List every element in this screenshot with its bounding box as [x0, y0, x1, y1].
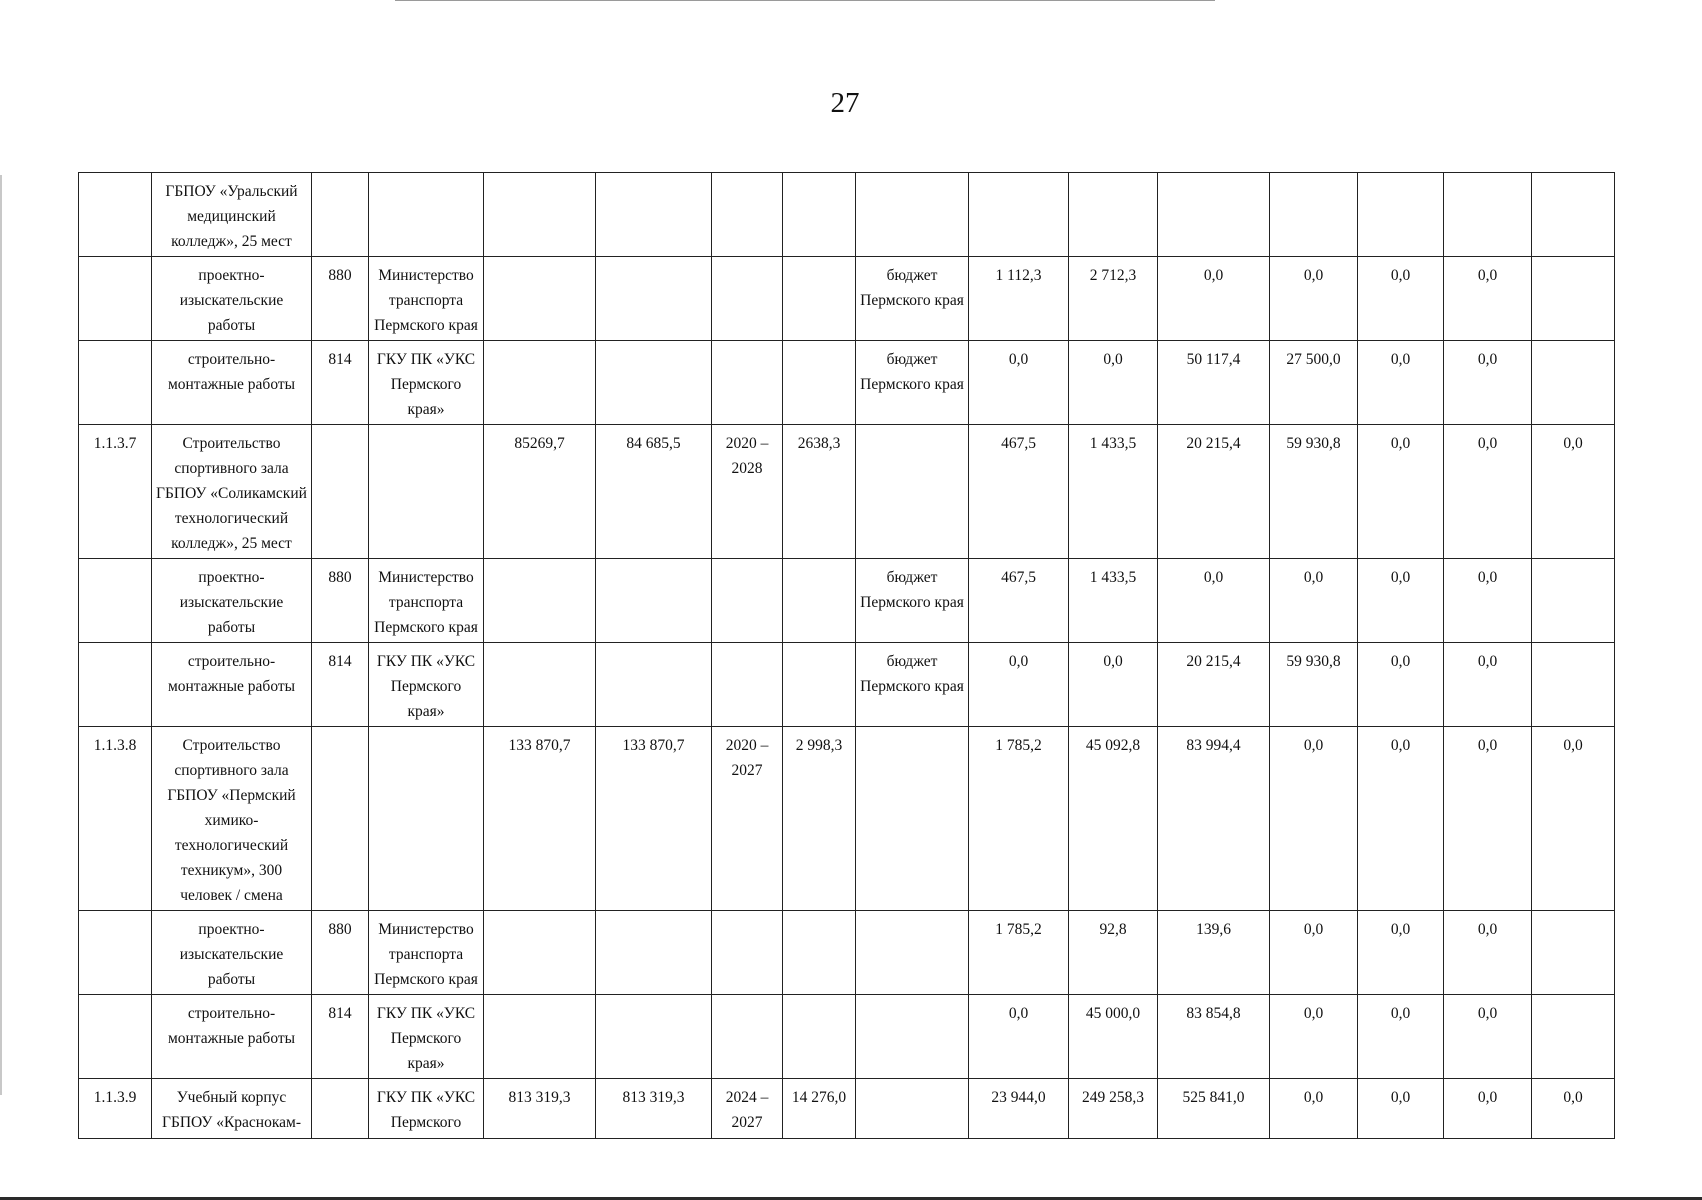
cell-item-number	[79, 643, 152, 727]
cell-year-7	[1532, 341, 1615, 425]
cell-year-5: 0,0	[1358, 643, 1444, 727]
cell-grbs: ГКУ ПК «УКС Пермского края»	[369, 341, 484, 425]
cell-capacity: 14 276,0	[783, 1079, 856, 1139]
cell-year-3: 0,0	[1158, 257, 1270, 341]
cell-year-5: 0,0	[1358, 559, 1444, 643]
cell-cost-total	[484, 257, 596, 341]
cell-capacity	[783, 643, 856, 727]
cell-code	[312, 1079, 369, 1139]
cell-year-2: 0,0	[1069, 341, 1158, 425]
cell-year-6: 0,0	[1444, 257, 1532, 341]
cell-code: 880	[312, 559, 369, 643]
cell-code: 880	[312, 257, 369, 341]
cell-year-7	[1532, 995, 1615, 1079]
cell-year-5: 0,0	[1358, 995, 1444, 1079]
cell-year-2: 45 000,0	[1069, 995, 1158, 1079]
cell-year-2: 249 258,3	[1069, 1079, 1158, 1139]
cell-capacity	[783, 341, 856, 425]
cell-cost-total	[484, 995, 596, 1079]
cell-funding-source	[856, 425, 969, 559]
cell-year-5	[1358, 173, 1444, 257]
cell-code	[312, 173, 369, 257]
cell-code: 814	[312, 643, 369, 727]
cell-grbs	[369, 425, 484, 559]
cell-grbs: Министерство транспорта Пермского края	[369, 257, 484, 341]
cell-funding-source: бюджет Пермского края	[856, 257, 969, 341]
cell-grbs	[369, 173, 484, 257]
table-row	[79, 173, 1615, 257]
cell-object-name: Учебный корпус ГБПОУ «Краснокам-	[152, 1079, 312, 1139]
cell-year-1: 1 785,2	[969, 911, 1069, 995]
table-body	[79, 173, 1615, 1139]
cell-object-name: Строительство спортивного зала ГБПОУ «Соликамский технологический колледж», 25 мест	[152, 425, 312, 559]
scan-edge-left	[0, 175, 2, 1095]
cell-year-4: 0,0	[1270, 995, 1358, 1079]
cell-period	[712, 559, 783, 643]
cell-period	[712, 173, 783, 257]
cell-item-number	[79, 559, 152, 643]
cell-code: 814	[312, 341, 369, 425]
cell-period	[712, 911, 783, 995]
cell-period	[712, 341, 783, 425]
cell-funding-source: бюджет Пермского края	[856, 643, 969, 727]
cell-code	[312, 425, 369, 559]
cell-year-5: 0,0	[1358, 1079, 1444, 1139]
cell-grbs: ГКУ ПК «УКС Пермского края»	[369, 643, 484, 727]
cell-year-1: 0,0	[969, 643, 1069, 727]
cell-cost-remaining	[596, 643, 712, 727]
cell-year-1: 467,5	[969, 425, 1069, 559]
cell-period: 2024 – 2027	[712, 1079, 783, 1139]
cell-year-4: 0,0	[1270, 911, 1358, 995]
cell-period	[712, 643, 783, 727]
cell-cost-remaining	[596, 559, 712, 643]
cell-grbs: ГКУ ПК «УКС Пермского края»	[369, 995, 484, 1079]
cell-year-6: 0,0	[1444, 727, 1532, 911]
table-row	[79, 911, 1615, 995]
cell-cost-total	[484, 173, 596, 257]
cell-year-3: 0,0	[1158, 559, 1270, 643]
table-row	[79, 425, 1615, 559]
cell-cost-remaining	[596, 911, 712, 995]
cell-capacity	[783, 173, 856, 257]
cell-code: 814	[312, 995, 369, 1079]
table-row	[79, 341, 1615, 425]
cell-period: 2020 – 2028	[712, 425, 783, 559]
cell-year-4: 0,0	[1270, 1079, 1358, 1139]
cell-object-name: ГБПОУ «Уральский медицинский колледж», 25 мест	[152, 173, 312, 257]
cell-year-6: 0,0	[1444, 1079, 1532, 1139]
cell-cost-total	[484, 643, 596, 727]
cell-item-number: 1.1.3.7	[79, 425, 152, 559]
cell-year-2: 2 712,3	[1069, 257, 1158, 341]
cell-year-5: 0,0	[1358, 341, 1444, 425]
cell-cost-total: 813 319,3	[484, 1079, 596, 1139]
cell-year-3: 525 841,0	[1158, 1079, 1270, 1139]
cell-grbs: ГКУ ПК «УКС Пермского	[369, 1079, 484, 1139]
cell-grbs	[369, 727, 484, 911]
cell-capacity	[783, 257, 856, 341]
cell-cost-remaining: 133 870,7	[596, 727, 712, 911]
cell-year-7	[1532, 911, 1615, 995]
cell-year-2: 45 092,8	[1069, 727, 1158, 911]
cell-object-name: проектно-изыскательские работы	[152, 257, 312, 341]
cell-year-3: 139,6	[1158, 911, 1270, 995]
budget-table	[78, 172, 1615, 1139]
cell-capacity: 2638,3	[783, 425, 856, 559]
cell-year-7: 0,0	[1532, 425, 1615, 559]
cell-item-number	[79, 257, 152, 341]
cell-year-4	[1270, 173, 1358, 257]
cell-funding-source: бюджет Пермского края	[856, 341, 969, 425]
cell-year-7	[1532, 643, 1615, 727]
cell-cost-total	[484, 559, 596, 643]
cell-item-number: 1.1.3.9	[79, 1079, 152, 1139]
cell-year-4: 0,0	[1270, 727, 1358, 911]
cell-year-4: 0,0	[1270, 257, 1358, 341]
cell-capacity	[783, 911, 856, 995]
cell-period	[712, 257, 783, 341]
cell-item-number	[79, 995, 152, 1079]
cell-item-number: 1.1.3.8	[79, 727, 152, 911]
cell-year-6: 0,0	[1444, 995, 1532, 1079]
cell-year-3: 20 215,4	[1158, 643, 1270, 727]
cell-funding-source	[856, 1079, 969, 1139]
cell-year-5: 0,0	[1358, 911, 1444, 995]
cell-year-1	[969, 173, 1069, 257]
cell-year-3: 20 215,4	[1158, 425, 1270, 559]
cell-year-5: 0,0	[1358, 257, 1444, 341]
cell-year-7: 0,0	[1532, 727, 1615, 911]
cell-year-6: 0,0	[1444, 643, 1532, 727]
cell-year-3	[1158, 173, 1270, 257]
cell-year-5: 0,0	[1358, 425, 1444, 559]
cell-year-1: 23 944,0	[969, 1079, 1069, 1139]
cell-year-4: 27 500,0	[1270, 341, 1358, 425]
cell-cost-total	[484, 911, 596, 995]
cell-year-5: 0,0	[1358, 727, 1444, 911]
cell-item-number	[79, 173, 152, 257]
table-row	[79, 1079, 1615, 1139]
page-number: 27	[830, 87, 860, 119]
cell-year-6	[1444, 173, 1532, 257]
cell-year-2: 1 433,5	[1069, 425, 1158, 559]
cell-year-3: 83 854,8	[1158, 995, 1270, 1079]
cell-year-6: 0,0	[1444, 425, 1532, 559]
cell-year-2: 1 433,5	[1069, 559, 1158, 643]
cell-year-3: 50 117,4	[1158, 341, 1270, 425]
cell-cost-remaining	[596, 173, 712, 257]
cell-cost-remaining: 84 685,5	[596, 425, 712, 559]
cell-cost-remaining: 813 319,3	[596, 1079, 712, 1139]
cell-code: 880	[312, 911, 369, 995]
cell-item-number	[79, 911, 152, 995]
cell-year-1: 0,0	[969, 341, 1069, 425]
cell-funding-source: бюджет Пермского края	[856, 559, 969, 643]
cell-year-1: 467,5	[969, 559, 1069, 643]
cell-year-1: 0,0	[969, 995, 1069, 1079]
cell-funding-source	[856, 911, 969, 995]
cell-grbs: Министерство транспорта Пермского края	[369, 911, 484, 995]
cell-year-7	[1532, 173, 1615, 257]
cell-cost-remaining	[596, 341, 712, 425]
cell-cost-total	[484, 341, 596, 425]
cell-funding-source	[856, 727, 969, 911]
cell-year-4: 0,0	[1270, 559, 1358, 643]
cell-cost-total: 85269,7	[484, 425, 596, 559]
table-row	[79, 257, 1615, 341]
cell-year-1: 1 785,2	[969, 727, 1069, 911]
cell-object-name: строительно-монтажные работы	[152, 643, 312, 727]
cell-year-2: 0,0	[1069, 643, 1158, 727]
table-row	[79, 643, 1615, 727]
scan-edge-top	[395, 0, 1215, 1]
cell-funding-source	[856, 173, 969, 257]
cell-grbs: Министерство транспорта Пермского края	[369, 559, 484, 643]
cell-funding-source	[856, 995, 969, 1079]
cell-period: 2020 – 2027	[712, 727, 783, 911]
cell-year-6: 0,0	[1444, 559, 1532, 643]
cell-cost-total: 133 870,7	[484, 727, 596, 911]
cell-capacity: 2 998,3	[783, 727, 856, 911]
cell-cost-remaining	[596, 995, 712, 1079]
cell-year-7	[1532, 559, 1615, 643]
cell-capacity	[783, 995, 856, 1079]
cell-cost-remaining	[596, 257, 712, 341]
cell-object-name: строительно-монтажные работы	[152, 341, 312, 425]
cell-object-name: проектно-изыскательские работы	[152, 911, 312, 995]
cell-object-name: Строительство спортивного зала ГБПОУ «Пермский химико-технологический техникум», 300 человек / смена	[152, 727, 312, 911]
cell-year-7	[1532, 257, 1615, 341]
cell-year-3: 83 994,4	[1158, 727, 1270, 911]
cell-year-4: 59 930,8	[1270, 643, 1358, 727]
cell-year-2	[1069, 173, 1158, 257]
cell-object-name: строительно-монтажные работы	[152, 995, 312, 1079]
cell-item-number	[79, 341, 152, 425]
cell-year-4: 59 930,8	[1270, 425, 1358, 559]
cell-year-6: 0,0	[1444, 911, 1532, 995]
table-row	[79, 995, 1615, 1079]
table-row	[79, 559, 1615, 643]
cell-code	[312, 727, 369, 911]
table-row	[79, 727, 1615, 911]
cell-year-6: 0,0	[1444, 341, 1532, 425]
cell-year-2: 92,8	[1069, 911, 1158, 995]
cell-period	[712, 995, 783, 1079]
cell-object-name: проектно-изыскательские работы	[152, 559, 312, 643]
cell-year-1: 1 112,3	[969, 257, 1069, 341]
cell-capacity	[783, 559, 856, 643]
cell-year-7: 0,0	[1532, 1079, 1615, 1139]
